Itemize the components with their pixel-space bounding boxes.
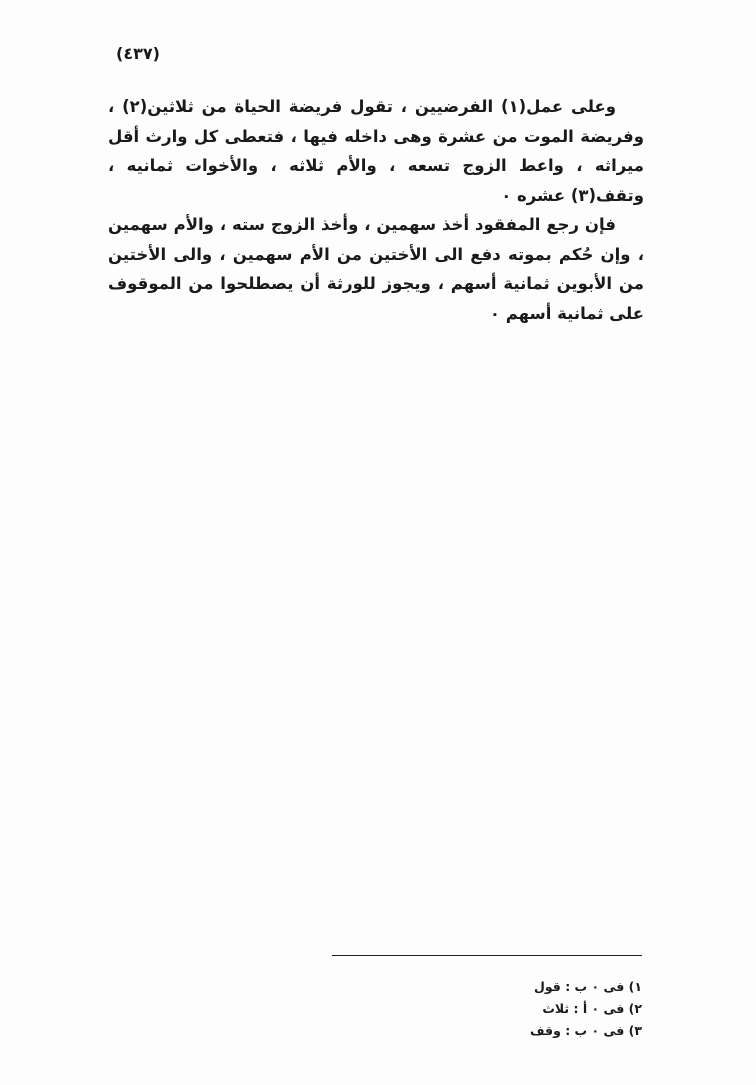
- footnote-3: ٣) فى ٠ ب : وقف: [530, 1023, 642, 1038]
- footnote-1: ١) فى ٠ ب : قول: [533, 979, 642, 994]
- paragraph-1: وعلى عمل(١) الفرضيين ، تقول فريضة الحياة من ثلاثين(٢) ، وفريضة الموت من عشرة وهى داخله فيها ، فتعطى كل وارث أقل ميراثه ، واعط الزوج تسعه ، والأم ثلاثه ، والأخوات ثمانيه ، وتقف(٣) عشره ٠: [108, 97, 644, 205]
- page-number: (٤٣٧): [116, 44, 160, 63]
- footnotes: [332, 976, 642, 1042]
- footnote-2: ٢) فى ٠ أ : ثلاث: [542, 1001, 642, 1016]
- body-text: [108, 92, 644, 328]
- paragraph-2: فإن رجع المفقود أخذ سهمين ، وأخذ الزوج سته ، والأم سهمين ، وإن حُكم بموته دفع الى الأختين من الأم سهمين ، والى الأختين من الأبوين ثمانية أسهم ، ويجوز للورثة أن يصطلحوا من الموقوف على ثمانية أسهم ٠: [108, 215, 644, 323]
- footnote-separator: [332, 955, 642, 956]
